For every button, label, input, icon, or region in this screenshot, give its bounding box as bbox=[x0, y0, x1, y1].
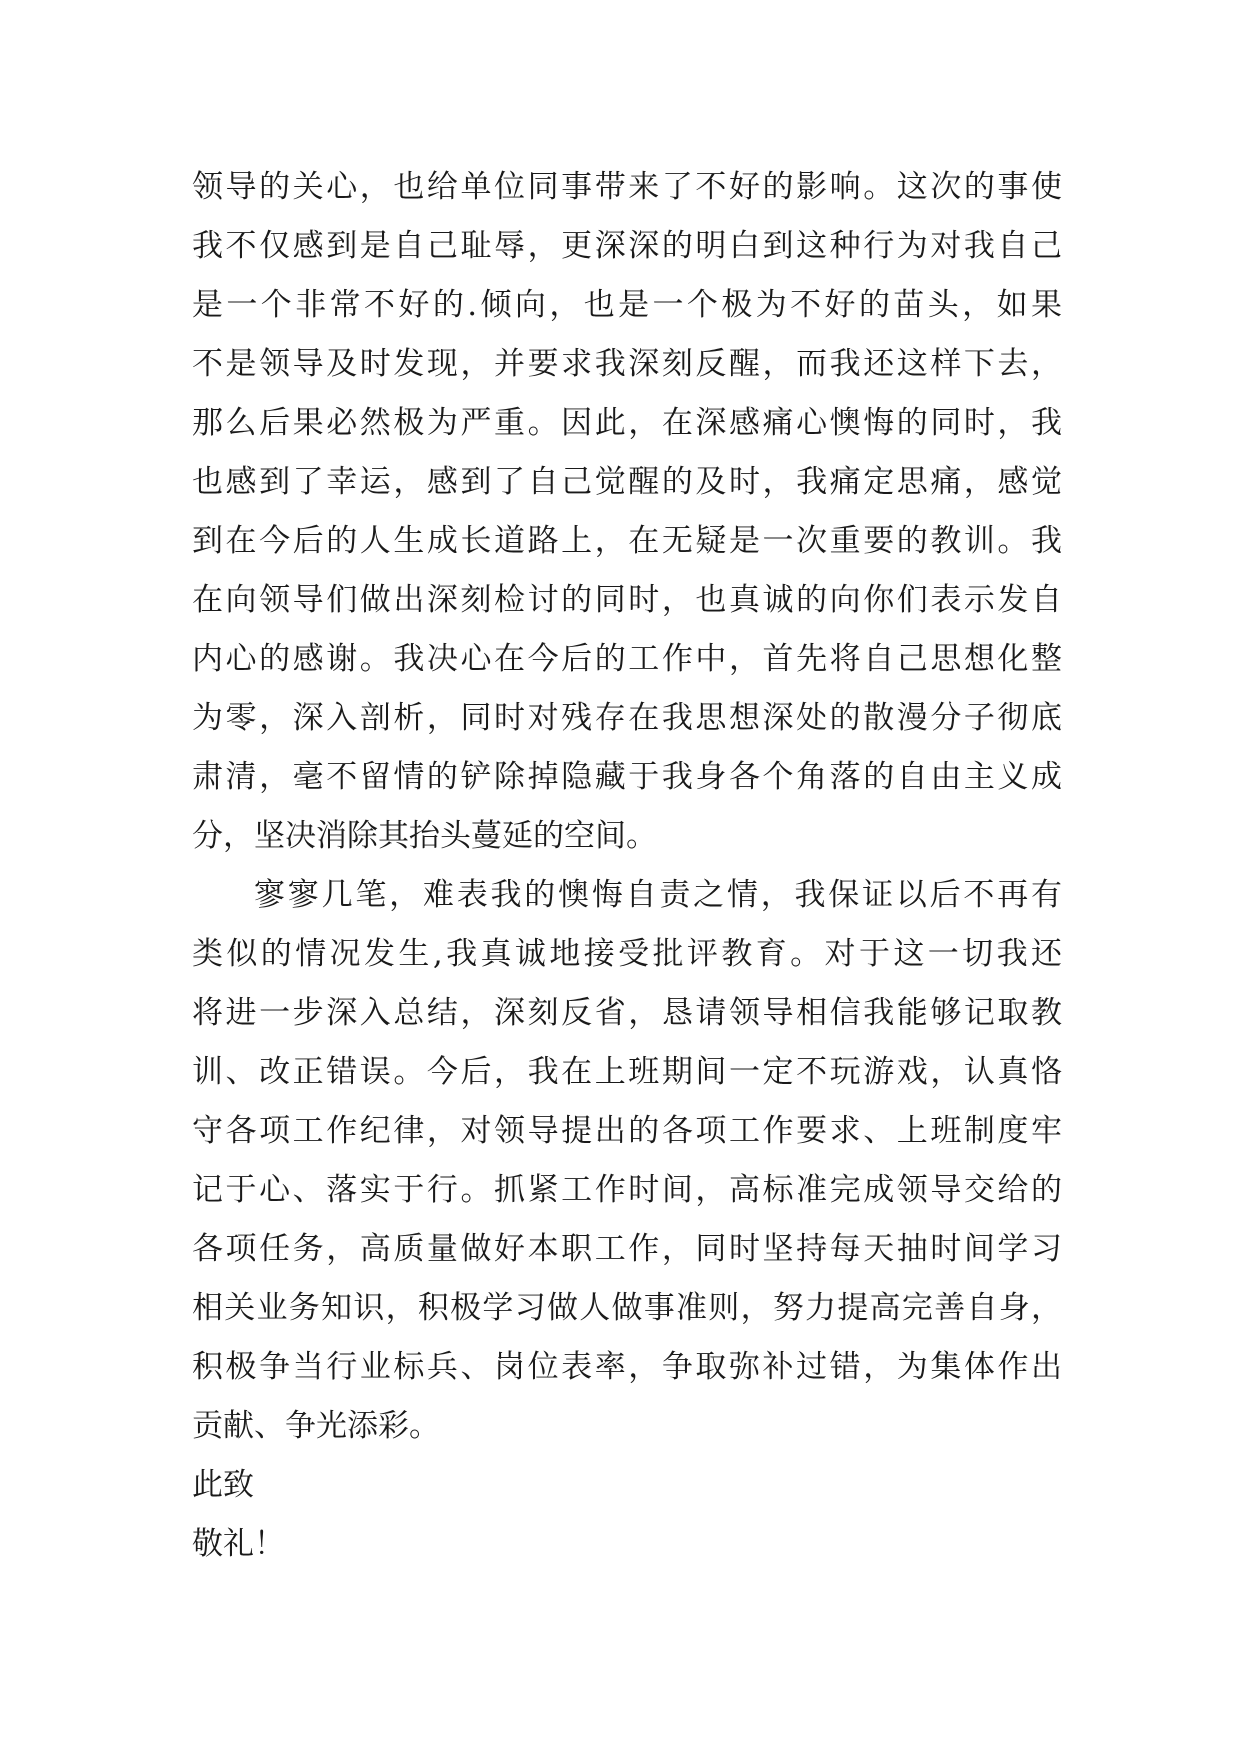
text-line: 将进一步深入总结，深刻反省，恳请领导相信我能够记取教 bbox=[192, 995, 1062, 1031]
text-line: 记于心、落实于行。抓紧工作时间，高标准完成领导交给的 bbox=[192, 1172, 1062, 1208]
text-line: 为零，深入剖析，同时对残存在我思想深处的散漫分子彻底 bbox=[192, 700, 1062, 736]
text-line: 积极争当行业标兵、岗位表率，争取弥补过错，为集体作出 bbox=[192, 1349, 1062, 1385]
text-line: 分，坚决消除其抬头蔓延的空间。 bbox=[192, 818, 657, 854]
text-line: 相关业务知识，积极学习做人做事准则，努力提高完善自身， bbox=[192, 1290, 1062, 1326]
text-line: 内心的感谢。我决心在今后的工作中，首先将自己思想化整 bbox=[192, 641, 1062, 677]
text-line: 领导的关心，也给单位同事带来了不好的影响。这次的事使 bbox=[192, 169, 1062, 205]
text-line: 守各项工作纪律，对领导提出的各项工作要求、上班制度牢 bbox=[192, 1113, 1062, 1149]
text-line: 类似的情况发生,我真诚地接受批评教育。对于这一切我还 bbox=[192, 936, 1062, 972]
text-line: 也感到了幸运，感到了自己觉醒的及时，我痛定思痛，感觉 bbox=[192, 464, 1062, 500]
text-line: 不是领导及时发现，并要求我深刻反醒，而我还这样下去， bbox=[192, 346, 1062, 382]
letter-body bbox=[192, 158, 1062, 1574]
paragraph-2 bbox=[192, 866, 1062, 1456]
text-line: 肃清，毫不留情的铲除掉隐藏于我身各个角落的自由主义成 bbox=[192, 759, 1062, 795]
text-line: 训、改正错误。今后，我在上班期间一定不玩游戏，认真恪 bbox=[192, 1054, 1062, 1090]
text-line: 那么后果必然极为严重。因此，在深感痛心懊悔的同时，我 bbox=[192, 405, 1062, 441]
text-line: 贡献、争光添彩。 bbox=[192, 1408, 440, 1444]
text-line: 是一个非常不好的.倾向，也是一个极为不好的苗头，如果 bbox=[192, 287, 1062, 323]
text-line: 寥寥几笔，难表我的懊悔自责之情，我保证以后不再有 bbox=[254, 877, 1062, 913]
paragraph-1 bbox=[192, 158, 1062, 866]
salutation-closing: 此致 bbox=[192, 1467, 254, 1503]
salutation-regards: 敬礼！ bbox=[192, 1526, 285, 1562]
text-line: 各项任务，高质量做好本职工作，同时坚持每天抽时间学习 bbox=[192, 1231, 1062, 1267]
text-line: 我不仅感到是自己耻辱，更深深的明白到这种行为对我自己 bbox=[192, 228, 1062, 264]
text-line: 到在今后的人生成长道路上，在无疑是一次重要的教训。我 bbox=[192, 523, 1062, 559]
text-line: 在向领导们做出深刻检讨的同时，也真诚的向你们表示发自 bbox=[192, 582, 1062, 618]
